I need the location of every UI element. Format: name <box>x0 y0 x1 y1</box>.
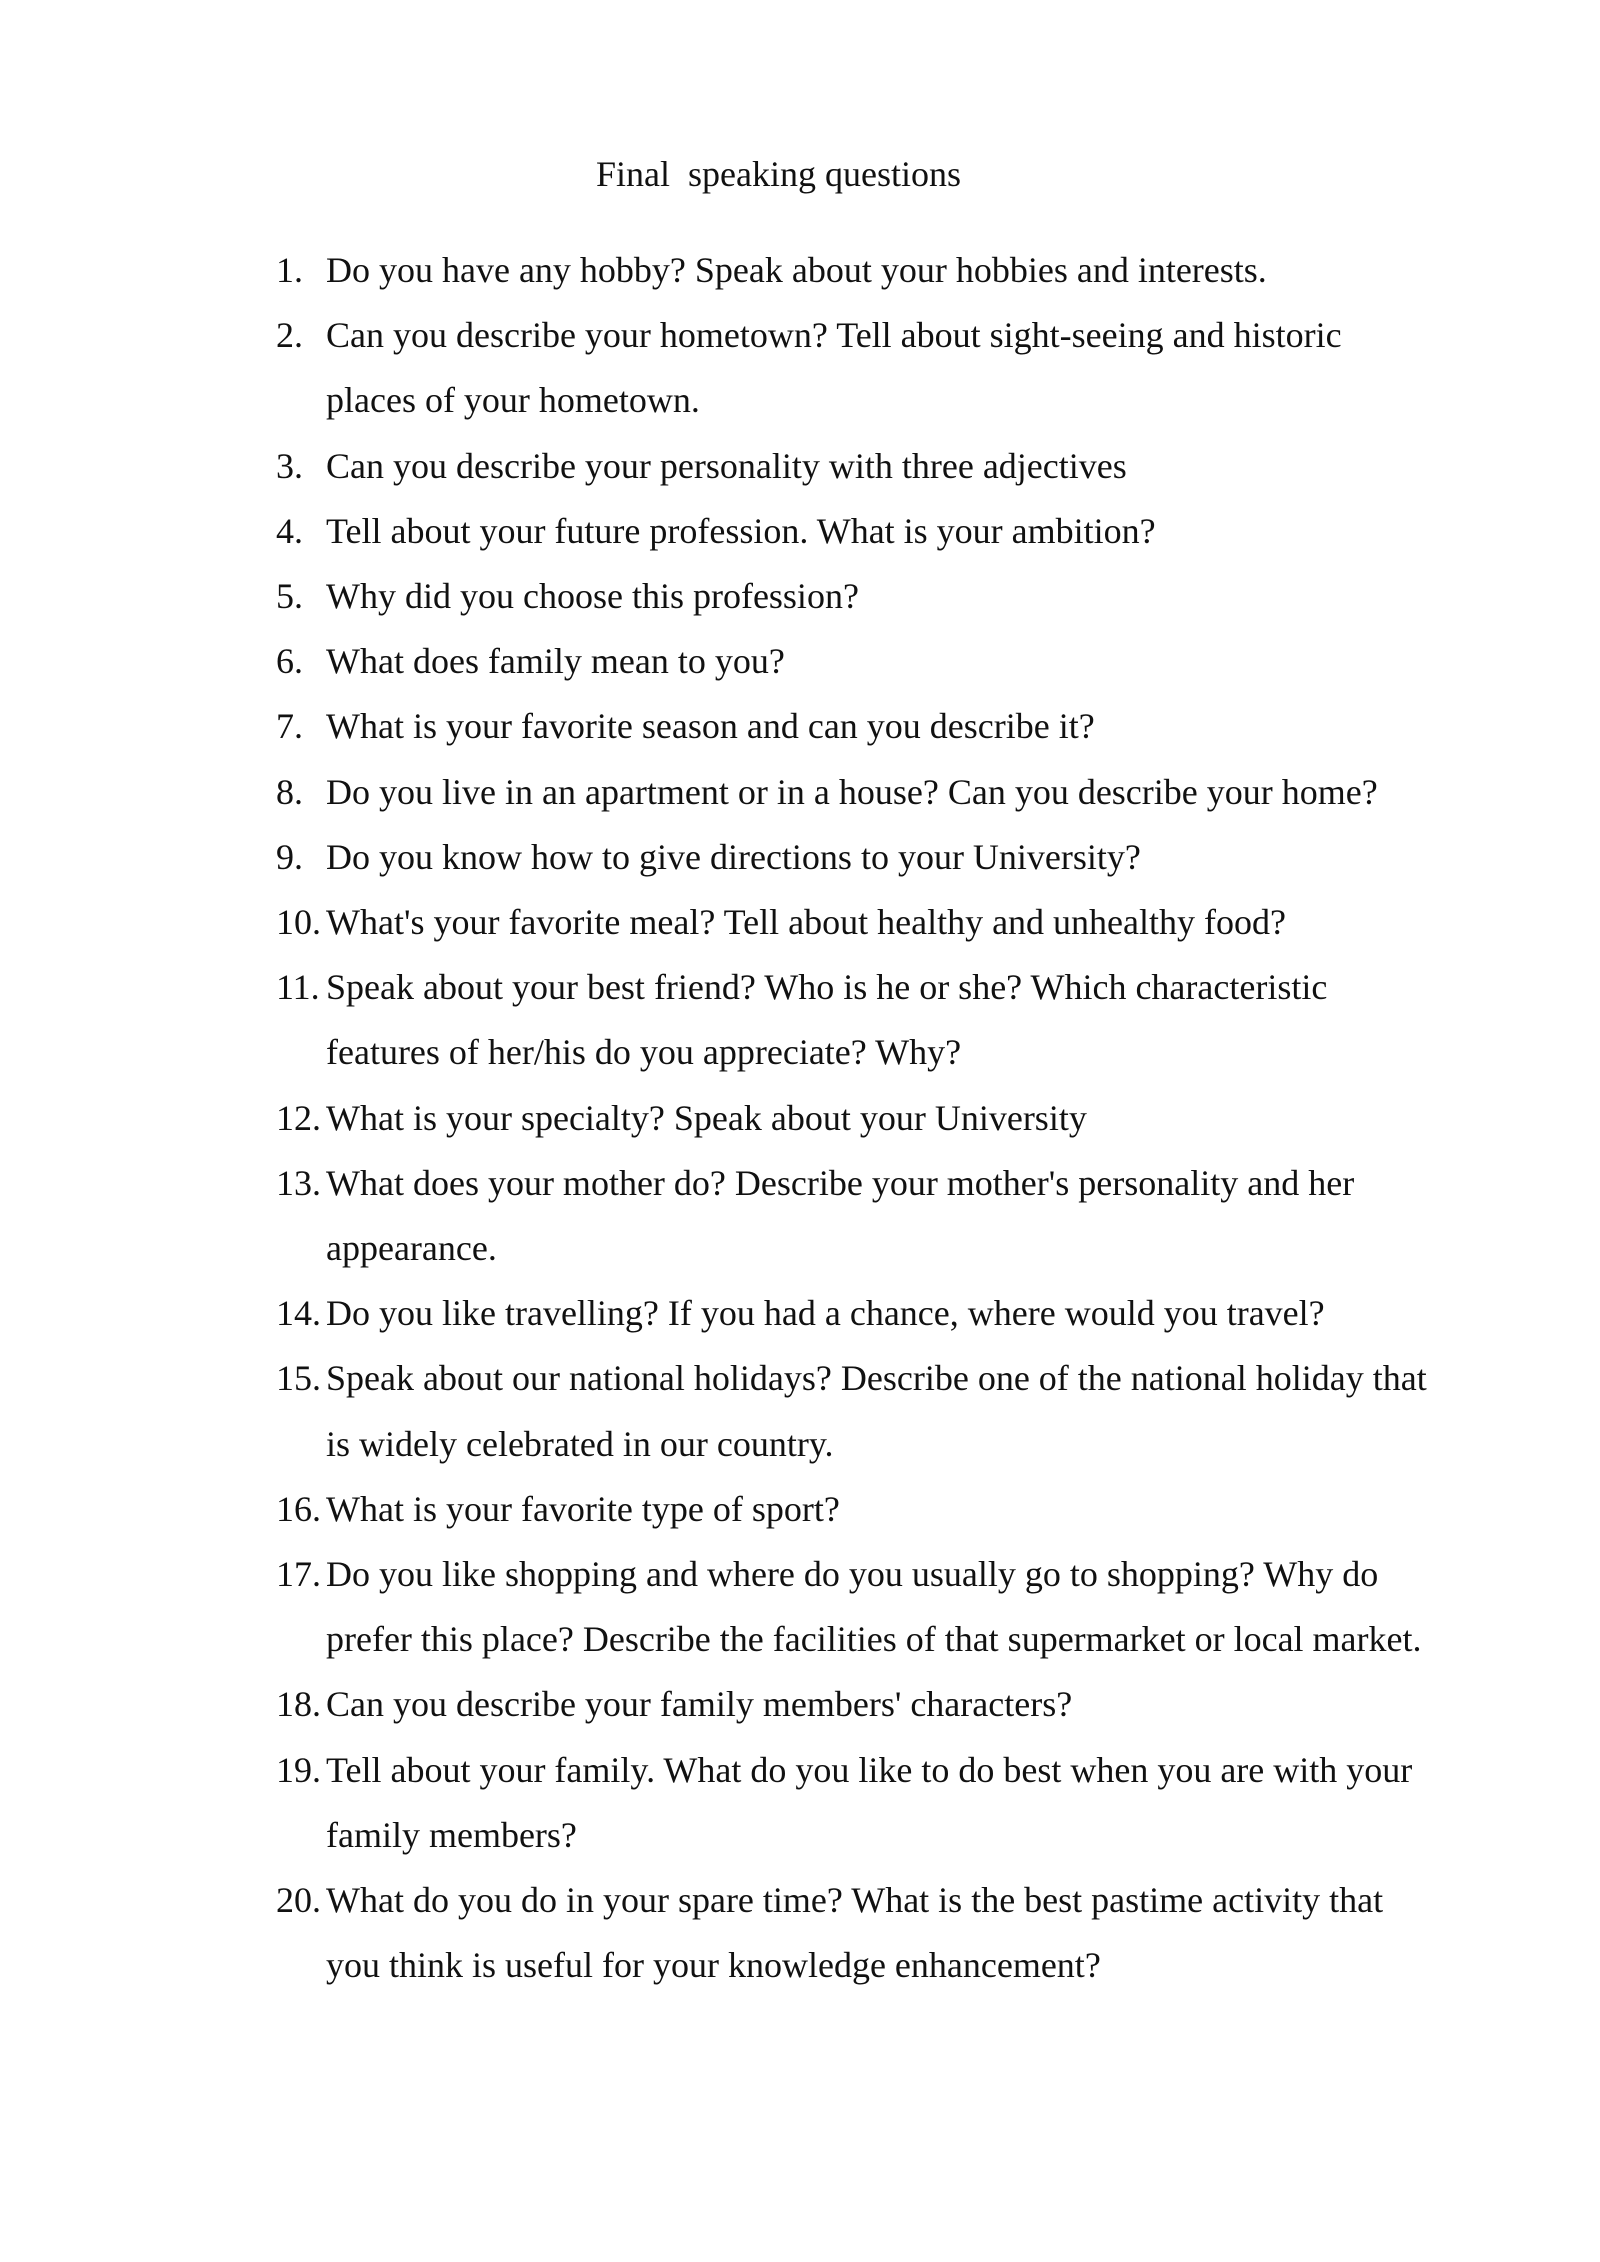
question-number: 6. <box>276 641 303 682</box>
question-text-line: What is your favorite type of sport? <box>326 1488 840 1529</box>
question-number: 5. <box>276 576 303 617</box>
question-item <box>276 760 1500 825</box>
question-number: 12. <box>276 1097 321 1138</box>
question-number: 18. <box>276 1684 321 1725</box>
question-item <box>276 1281 1500 1346</box>
question-number: 20. <box>276 1880 321 1921</box>
question-text-line: Do you know how to give directions to your University? <box>326 836 1141 877</box>
question-text-line: places of your hometown. <box>326 380 700 421</box>
question-item <box>276 1738 1500 1868</box>
question-item <box>276 238 1500 303</box>
question-item <box>276 825 1500 890</box>
question-item <box>276 1672 1500 1737</box>
question-text-line: What do you do in your spare time? What is the best pastime activity that <box>326 1880 1384 1921</box>
question-text-line: appearance. <box>326 1228 497 1269</box>
question-number: 9. <box>276 836 303 877</box>
question-text-line: features of her/his do you appreciate? Why? <box>326 1032 962 1073</box>
question-item <box>276 1868 1500 1998</box>
question-item <box>276 564 1500 629</box>
question-number: 1. <box>276 250 303 290</box>
question-text-line: Do you like travelling? If you had a chance, where would you travel? <box>326 1293 1325 1334</box>
page-title: Final speaking questions <box>596 154 961 194</box>
question-text-line: Speak about our national holidays? Describe one of the national holiday that <box>326 1358 1427 1399</box>
question-number: 16. <box>276 1488 321 1529</box>
question-text-line: What does family mean to you? <box>326 641 785 682</box>
question-item <box>276 434 1500 499</box>
question-text-line: you think is useful for your knowledge enhancement? <box>326 1945 1101 1986</box>
question-text-line: Do you live in an apartment or in a house? Can you describe your home? <box>326 771 1378 812</box>
question-item <box>276 1477 1500 1542</box>
question-item <box>276 499 1500 564</box>
question-text-line: Tell about your future profession. What is your ambition? <box>326 510 1156 551</box>
question-text-line: Why did you choose this profession? <box>326 576 859 617</box>
question-text-line: Do you have any hobby? Speak about your hobbies and interests. <box>326 250 1267 290</box>
question-text-line: What is your favorite season and can you describe it? <box>326 706 1095 747</box>
question-number: 4. <box>276 510 303 551</box>
question-text-line: Can you describe your family members' characters? <box>326 1684 1073 1725</box>
question-number: 15. <box>276 1358 321 1399</box>
question-item <box>276 629 1500 694</box>
question-number: 2. <box>276 315 303 356</box>
question-text-line: Speak about your best friend? Who is he or she? Which characteristic <box>326 967 1328 1008</box>
question-number: 17. <box>276 1554 321 1595</box>
question-text-line: prefer this place? Describe the facilities of that supermarket or local market. <box>326 1619 1422 1660</box>
question-number: 7. <box>276 706 303 747</box>
question-item <box>276 694 1500 759</box>
question-number: 10. <box>276 902 321 943</box>
question-text-line: What does your mother do? Describe your mother's personality and her <box>326 1162 1355 1203</box>
question-item <box>276 1086 1500 1151</box>
question-number: 3. <box>276 445 303 486</box>
question-number: 19. <box>276 1749 321 1790</box>
question-text-line: What's your favorite meal? Tell about healthy and unhealthy food? <box>326 902 1286 943</box>
question-item <box>276 955 1500 1085</box>
question-item <box>276 1346 1500 1476</box>
question-number: 13. <box>276 1162 321 1203</box>
question-number: 8. <box>276 771 303 812</box>
question-item <box>276 890 1500 955</box>
question-item <box>276 303 1500 433</box>
question-item <box>276 1542 1500 1672</box>
question-text-line: Do you like shopping and where do you usually go to shopping? Why do <box>326 1554 1379 1595</box>
question-text-line: Can you describe your personality with three adjectives <box>326 445 1127 486</box>
question-list <box>276 238 1500 1998</box>
question-text-line: What is your specialty? Speak about your University <box>326 1097 1087 1138</box>
question-text-line: family members? <box>326 1814 577 1855</box>
question-number: 11. <box>276 967 320 1008</box>
question-item <box>276 1151 1500 1281</box>
question-text-line: Can you describe your hometown? Tell about sight-seeing and historic <box>326 315 1342 356</box>
question-number: 14. <box>276 1293 321 1334</box>
question-text-line: is widely celebrated in our country. <box>326 1423 834 1464</box>
question-text-line: Tell about your family. What do you like to do best when you are with your <box>326 1749 1413 1790</box>
